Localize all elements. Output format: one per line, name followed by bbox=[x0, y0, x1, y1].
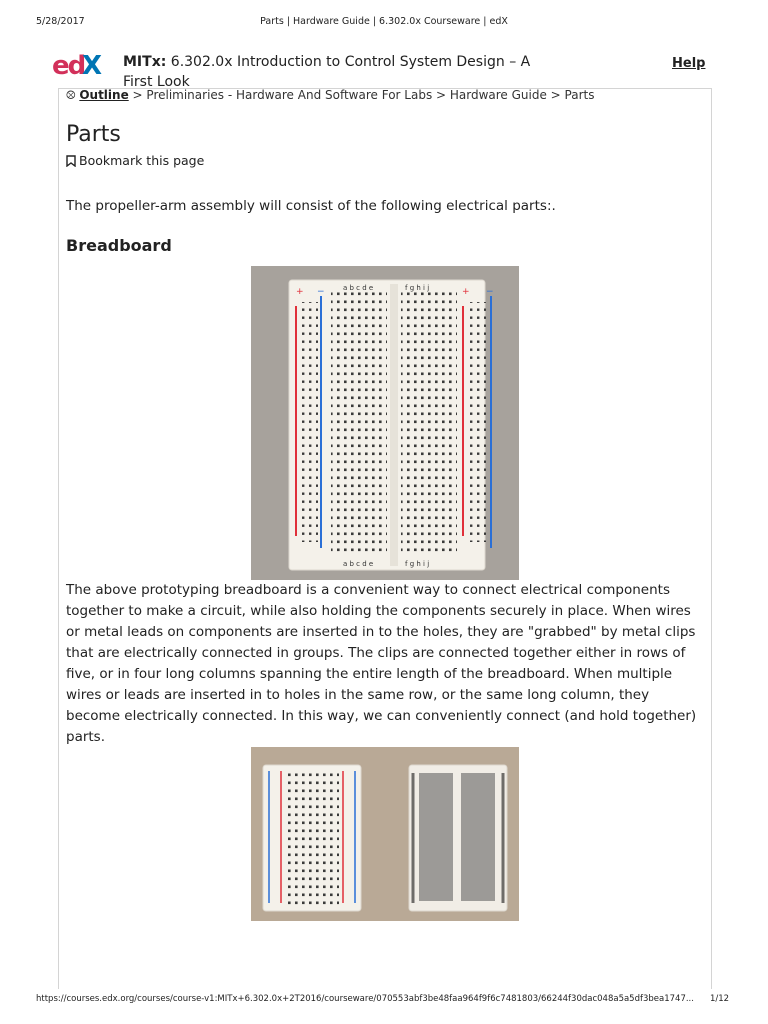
column-labels-right-bottom: f g h i j bbox=[405, 560, 430, 568]
bookmark-button[interactable] bbox=[66, 153, 204, 168]
rail-plus-right: + bbox=[462, 287, 470, 297]
help-link[interactable]: Help bbox=[672, 56, 706, 71]
course-name: 6.302.0x Introduction to Control System Design – A First Look bbox=[123, 54, 531, 90]
edx-logo[interactable] bbox=[52, 50, 108, 80]
column-labels-right-top: f g h i j bbox=[405, 284, 430, 292]
breadboard-description: The above prototyping breadboard is a convenient way to connect electrical components together to make a circuit, while also holding the components securely in place. When wires or metal leads on components are inserted in to the holes, they are "grabbed" by metal clips that are electrically connected in groups. The clips are connected together either in rows of five, or in four long columns spanning the entire length of the breadboard. When multiple wires or leads are inserted in to holes in the same row, or the same long column, they become electrically connected. In this way, we can conveniently connect (and hold together) parts. bbox=[66, 582, 697, 745]
breadcrumb-outline-link[interactable]: Outline bbox=[79, 88, 129, 102]
rail-minus-right: − bbox=[486, 287, 494, 297]
bookmark-label: Bookmark this page bbox=[79, 153, 205, 168]
section-heading-breadboard: Breadboard bbox=[66, 236, 172, 255]
page-number: 1/12 bbox=[710, 994, 730, 1004]
print-url: https://courses.edx.org/courses/course-v1:MITx+6.302.0x+2T2016/courseware/070553abf3be48faa964f9f6c7481803/66244f30dac048a5a5df3bea1747... bbox=[36, 994, 694, 1004]
print-title: Parts | Hardware Guide | 6.302.0x Courseware | edX bbox=[260, 16, 508, 27]
bookmark-icon bbox=[66, 155, 76, 167]
svg-text:ed: ed bbox=[52, 51, 85, 80]
back-arrow-icon: ⮾ bbox=[66, 88, 76, 102]
breadcrumb bbox=[66, 88, 595, 103]
svg-text:X: X bbox=[82, 51, 103, 80]
site-header bbox=[0, 48, 768, 88]
print-date: 5/28/2017 bbox=[36, 16, 85, 27]
intro-text: The propeller-arm assembly will consist of the following electrical parts:. bbox=[66, 198, 556, 214]
breadboard-photo bbox=[251, 266, 519, 580]
page-title: Parts bbox=[66, 122, 121, 147]
breadboard-front-back-photo bbox=[251, 747, 519, 921]
rail-minus-left: − bbox=[317, 287, 325, 297]
column-labels-left-bottom: a b c d e bbox=[343, 560, 374, 568]
rail-plus-left: + bbox=[296, 287, 304, 297]
breadcrumb-path: > Preliminaries - Hardware And Software For Labs > Hardware Guide > Parts bbox=[132, 88, 595, 102]
course-title bbox=[123, 52, 563, 92]
column-labels-left-top: a b c d e bbox=[343, 284, 374, 292]
course-org: MITx: bbox=[123, 54, 167, 70]
